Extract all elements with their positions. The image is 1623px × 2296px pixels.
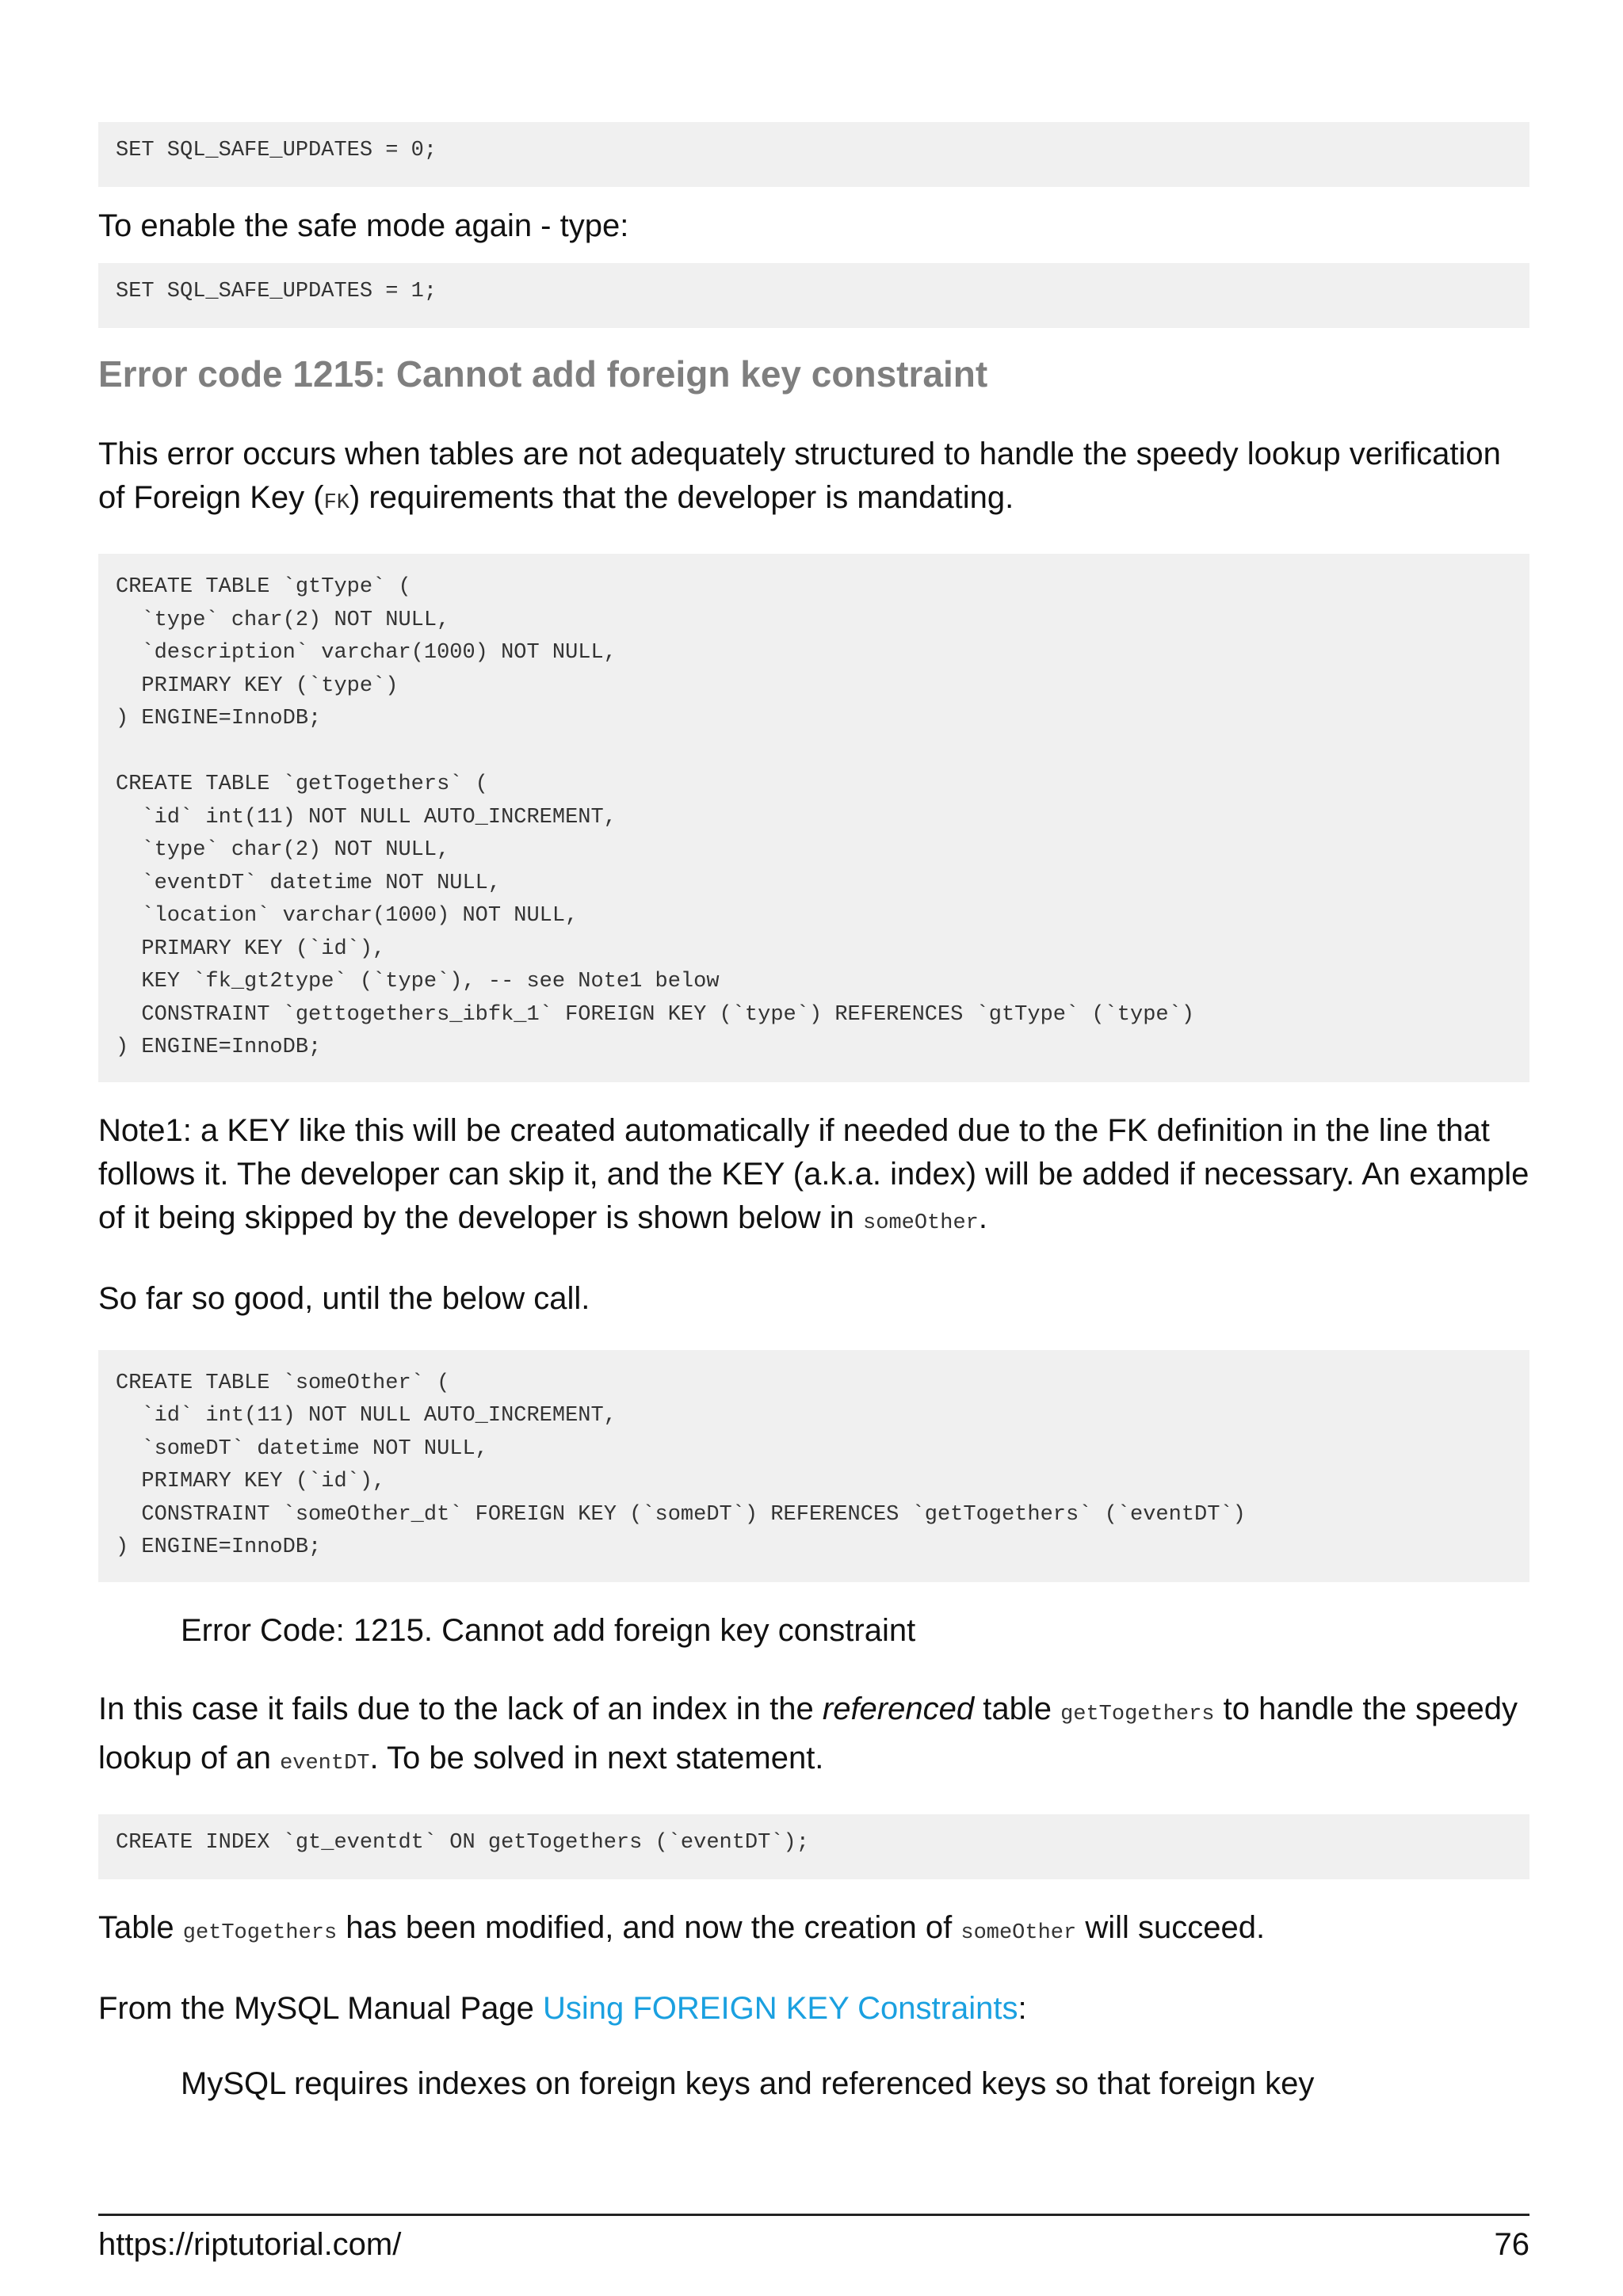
code-block-safe-updates-off: SET SQL_SAFE_UPDATES = 0; (98, 122, 1529, 187)
code-block-safe-updates-on: SET SQL_SAFE_UPDATES = 1; (98, 263, 1529, 328)
page-footer (98, 2214, 1529, 2264)
inline-code-gettogethers: getTogethers (182, 1920, 338, 1945)
inline-code-someother: someOther (863, 1211, 979, 1235)
code-block-create-index: CREATE INDEX `gt_eventdt` ON getTogethers (`eventDT`); (98, 1814, 1529, 1879)
quote-mysql-requires: MySQL requires indexes on foreign keys and referenced keys so that foreign key (181, 2065, 1315, 2101)
inline-code-gettogethers: getTogethers (1060, 1702, 1215, 1726)
paragraph-text: to handle the speedy lookup of an (98, 1691, 1518, 1775)
code-block-create-tables: CREATE TABLE `gtType` ( `type` char(2) NOT NULL, `description` varchar(1000) NOT NULL, PRIMARY KEY (`type`) ) ENGINE=InnoDB; CREATE TABLE `getTogethers` ( `id` int(11) NOT NULL AUTO_INCREMENT, `type` char(2) NOT NULL, `eventDT` datetime NOT NULL, `location` varchar(1000) NOT NULL, PRIMARY KEY (`id`), KEY `fk_gt2type` (`type`), -- see Note1 below CONSTRAINT `gettogethers_ibfk_1` FOREIGN KEY (`type`) REFERENCES `gtType` (`type`) ) ENGINE=InnoDB; (98, 554, 1529, 1082)
paragraph-fail-reason (98, 1688, 1529, 1786)
paragraph-text: Table (98, 1909, 183, 1945)
paragraph-text: has been modified, and now the creation of (337, 1909, 961, 1945)
link-foreign-key-constraints[interactable]: Using FOREIGN KEY Constraints (542, 1990, 1018, 2026)
paragraph-text: will succeed. (1076, 1909, 1266, 1945)
paragraph-text: In this case it fails due to the lack of an index in the (98, 1691, 823, 1726)
paragraph-mysql-manual (98, 1987, 1529, 2031)
page-number: 76 (1494, 2227, 1529, 2262)
paragraph-text: : (1018, 1990, 1027, 2026)
paragraph-enable-safe-mode: To enable the safe mode again - type: (98, 208, 629, 243)
paragraph-text: This error occurs when tables are not adequately structured to handle the speedy lookup verification of Foreign Key ( (98, 437, 1501, 515)
inline-code-fk: FK (323, 491, 349, 515)
page-content (98, 122, 1529, 2106)
paragraph-note1 (98, 1109, 1529, 1245)
emphasis-referenced: referenced (822, 1691, 975, 1726)
code-block-create-someother: CREATE TABLE `someOther` ( `id` int(11) NOT NULL AUTO_INCREMENT, `someDT` datetime NOT NULL, PRIMARY KEY (`id`), CONSTRAINT `someOther_dt` FOREIGN KEY (`someDT`) REFERENCES `getTogethers` (`eventDT`) ) ENGINE=InnoDB; (98, 1350, 1529, 1582)
paragraph-text: From the MySQL Manual Page (98, 1990, 543, 2026)
section-heading: Error code 1215: Cannot add foreign key constraint (98, 353, 988, 395)
paragraph-error-explanation (98, 433, 1529, 525)
paragraph-text: . (978, 1199, 987, 1235)
inline-code-eventdt: eventDT (280, 1751, 370, 1775)
quote-error-code: Error Code: 1215. Cannot add foreign key constraint (181, 1612, 916, 1648)
paragraph-text: ) requirements that the developer is mandating. (349, 480, 1014, 515)
paragraph-table-modified (98, 1906, 1529, 1955)
paragraph-so-far: So far so good, until the below call. (98, 1280, 590, 1316)
paragraph-text: table (974, 1691, 1061, 1726)
paragraph-text: Note1: a KEY like this will be created automatically if needed due to the FK definition in the line that follows it. The developer can skip it, and the KEY (a.k.a. index) will be added if necessary. An example of it being skipped by the developer is shown below in (98, 1112, 1529, 1235)
paragraph-text: . To be solved in next statement. (369, 1740, 824, 1775)
footer-url: https://riptutorial.com/ (98, 2227, 402, 2262)
inline-code-someother: someOther (960, 1920, 1077, 1945)
